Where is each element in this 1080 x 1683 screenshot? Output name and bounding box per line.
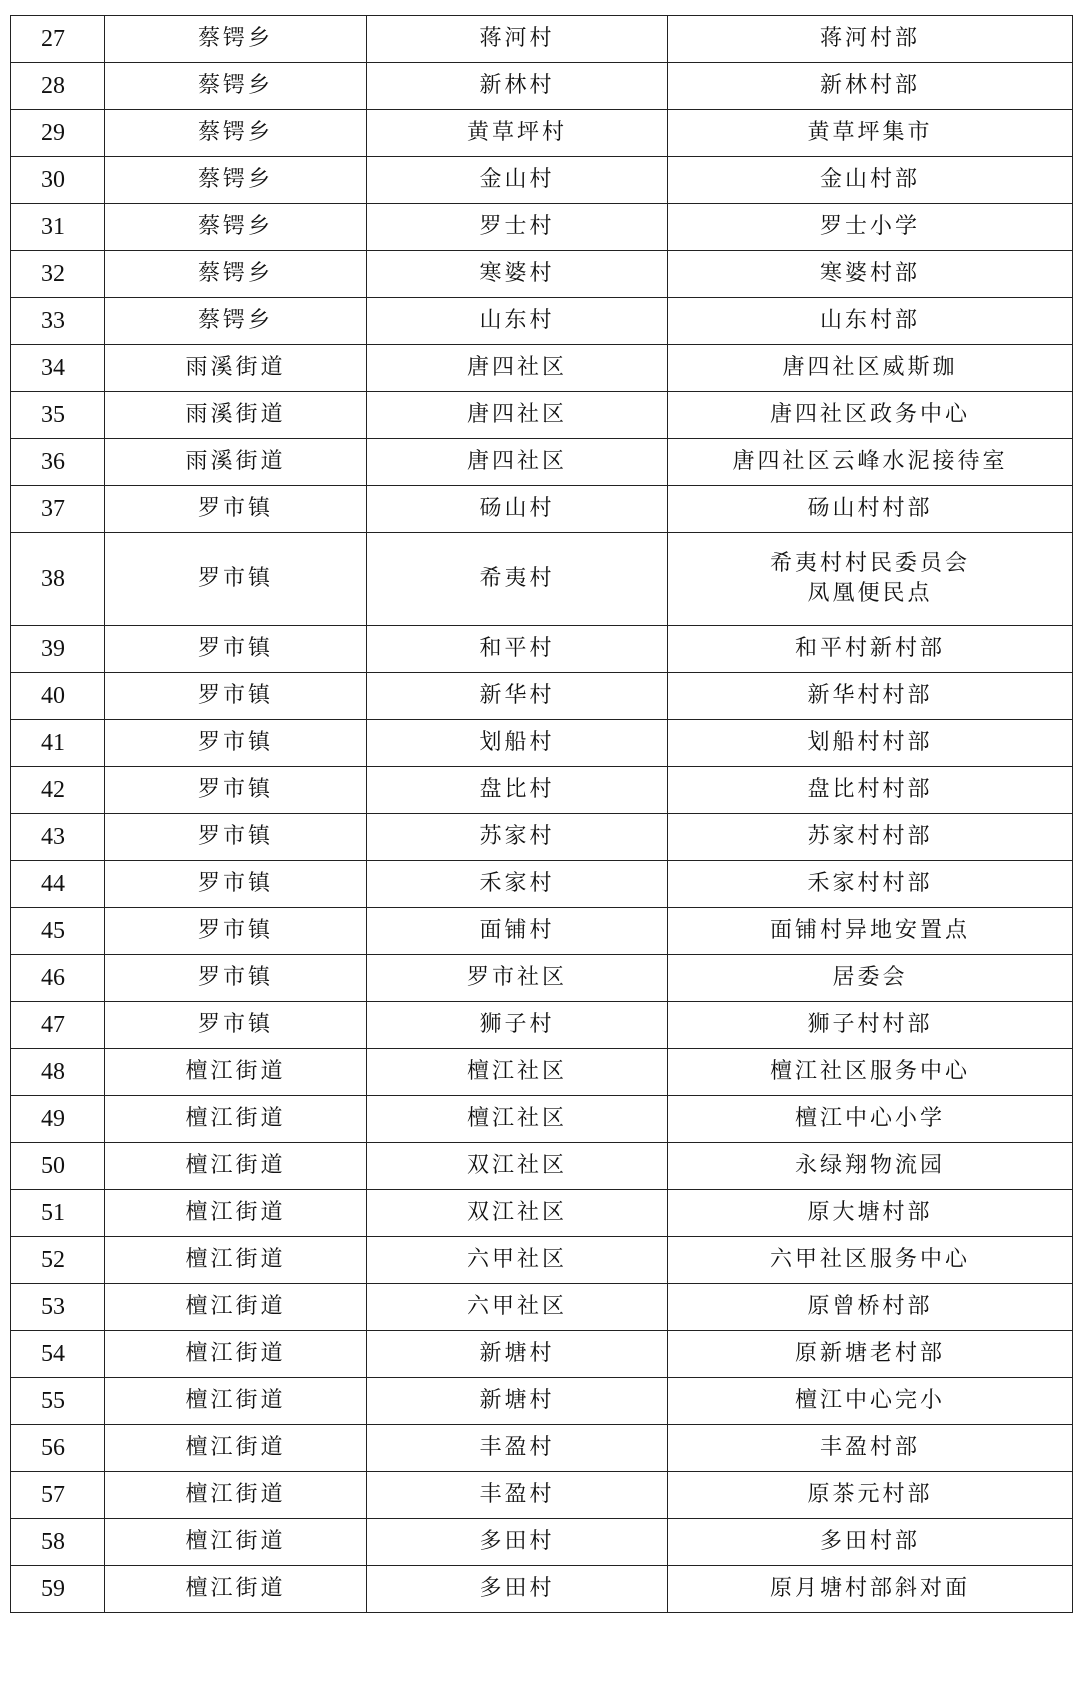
site-cell (668, 486, 1073, 533)
site-name: 原茶元村部 (807, 1482, 933, 1507)
table-row (11, 908, 1073, 955)
site-name: 苏家村村部 (807, 824, 933, 849)
town-cell: 罗市镇 (105, 814, 367, 861)
row-number-cell: 43 (11, 814, 105, 861)
table-row (11, 1237, 1073, 1284)
site-table (10, 15, 1073, 1613)
site-cell (668, 298, 1073, 345)
village-cell: 新华村 (367, 673, 668, 720)
site-name: 新林村部 (819, 73, 920, 98)
site-cell (668, 392, 1073, 439)
site-name: 狮子村村部 (807, 1012, 933, 1037)
town-cell: 罗市镇 (105, 626, 367, 673)
town-cell: 罗市镇 (105, 767, 367, 814)
town-cell: 檀江街道 (105, 1190, 367, 1237)
site-cell (668, 1049, 1073, 1096)
row-number-cell: 38 (11, 533, 105, 626)
village-cell: 希夷村 (367, 533, 668, 626)
village-cell: 盘比村 (367, 767, 668, 814)
town-cell: 蔡锷乡 (105, 16, 367, 63)
town-cell: 罗市镇 (105, 861, 367, 908)
town-cell: 蔡锷乡 (105, 157, 367, 204)
town-cell: 罗市镇 (105, 486, 367, 533)
village-cell: 黄草坪村 (367, 110, 668, 157)
table-row (11, 110, 1073, 157)
site-cell (668, 1002, 1073, 1049)
row-number-cell: 46 (11, 955, 105, 1002)
row-number-cell: 36 (11, 439, 105, 486)
site-name: 划船村村部 (807, 730, 933, 755)
row-number-cell: 47 (11, 1002, 105, 1049)
table-row (11, 720, 1073, 767)
site-cell (668, 1190, 1073, 1237)
site-name: 罗士小学 (819, 214, 920, 239)
site-name: 六甲社区服务中心 (769, 1247, 970, 1272)
row-number-cell: 54 (11, 1331, 105, 1378)
village-cell: 六甲社区 (367, 1284, 668, 1331)
site-cell (668, 1096, 1073, 1143)
row-number-cell: 28 (11, 63, 105, 110)
row-number-cell: 52 (11, 1237, 105, 1284)
site-cell (668, 1237, 1073, 1284)
site-name: 金山村部 (819, 167, 920, 192)
row-number-cell: 33 (11, 298, 105, 345)
table-row (11, 1566, 1073, 1613)
site-cell (668, 673, 1073, 720)
village-cell: 丰盈村 (367, 1425, 668, 1472)
table-row (11, 392, 1073, 439)
site-name: 面铺村异地安置点 (769, 918, 970, 943)
village-cell: 禾家村 (367, 861, 668, 908)
village-cell: 多田村 (367, 1566, 668, 1613)
village-cell: 新塘村 (367, 1378, 668, 1425)
town-cell: 蔡锷乡 (105, 204, 367, 251)
site-name: 檀江中心小学 (794, 1106, 945, 1131)
village-cell: 新塘村 (367, 1331, 668, 1378)
village-cell: 新林村 (367, 63, 668, 110)
town-cell: 檀江街道 (105, 1284, 367, 1331)
row-number-cell: 37 (11, 486, 105, 533)
table-row (11, 814, 1073, 861)
village-cell: 檀江社区 (367, 1049, 668, 1096)
town-cell: 檀江街道 (105, 1331, 367, 1378)
site-cell (668, 1566, 1073, 1613)
table-row (11, 1472, 1073, 1519)
town-cell: 罗市镇 (105, 908, 367, 955)
town-cell: 檀江街道 (105, 1566, 367, 1613)
village-cell: 金山村 (367, 157, 668, 204)
site-cell (668, 1425, 1073, 1472)
town-cell: 檀江街道 (105, 1425, 367, 1472)
site-name: 原曾桥村部 (807, 1294, 933, 1319)
row-number-cell: 30 (11, 157, 105, 204)
village-cell: 六甲社区 (367, 1237, 668, 1284)
table-row (11, 955, 1073, 1002)
village-cell: 面铺村 (367, 908, 668, 955)
town-cell: 罗市镇 (105, 673, 367, 720)
row-number-cell: 35 (11, 392, 105, 439)
site-cell (668, 204, 1073, 251)
row-number-cell: 39 (11, 626, 105, 673)
site-name: 唐四社区威斯珈 (782, 355, 958, 380)
town-cell: 雨溪街道 (105, 345, 367, 392)
village-cell: 唐四社区 (367, 345, 668, 392)
site-name: 山东村部 (819, 308, 920, 333)
site-cell (668, 157, 1073, 204)
table-row (11, 1519, 1073, 1566)
site-name: 新华村村部 (807, 683, 933, 708)
site-name: 砀山村村部 (807, 496, 933, 521)
village-cell: 丰盈村 (367, 1472, 668, 1519)
site-name: 希夷村村民委员会 (769, 551, 970, 576)
site-cell (668, 16, 1073, 63)
row-number-cell: 49 (11, 1096, 105, 1143)
site-name: 禾家村村部 (807, 871, 933, 896)
table-row (11, 1190, 1073, 1237)
village-cell: 双江社区 (367, 1143, 668, 1190)
row-number-cell: 58 (11, 1519, 105, 1566)
table-row (11, 1049, 1073, 1096)
site-name: 和平村新村部 (794, 636, 945, 661)
row-number-cell: 45 (11, 908, 105, 955)
site-name: 寒婆村部 (819, 261, 920, 286)
village-cell: 檀江社区 (367, 1096, 668, 1143)
site-name: 檀江社区服务中心 (769, 1059, 970, 1084)
table-row (11, 63, 1073, 110)
site-cell (668, 1331, 1073, 1378)
site-cell (668, 955, 1073, 1002)
table-row (11, 16, 1073, 63)
town-cell: 罗市镇 (105, 720, 367, 767)
site-cell (668, 1143, 1073, 1190)
site-name: 丰盈村部 (819, 1435, 920, 1460)
row-number-cell: 55 (11, 1378, 105, 1425)
town-cell: 檀江街道 (105, 1049, 367, 1096)
site-cell (668, 767, 1073, 814)
table-row (11, 1284, 1073, 1331)
site-name: 蒋河村部 (819, 26, 920, 51)
table-row (11, 345, 1073, 392)
row-number-cell: 32 (11, 251, 105, 298)
village-cell: 砀山村 (367, 486, 668, 533)
site-name: 原大塘村部 (807, 1200, 933, 1225)
village-cell: 和平村 (367, 626, 668, 673)
row-number-cell: 42 (11, 767, 105, 814)
town-cell: 罗市镇 (105, 955, 367, 1002)
site-name: 原新塘老村部 (794, 1341, 945, 1366)
village-cell: 苏家村 (367, 814, 668, 861)
row-number-cell: 27 (11, 16, 105, 63)
site-cell (668, 345, 1073, 392)
table-row (11, 626, 1073, 673)
town-cell: 罗市镇 (105, 533, 367, 626)
site-cell (668, 1519, 1073, 1566)
site-cell (668, 1378, 1073, 1425)
site-name: 黄草坪集市 (807, 120, 933, 145)
site-name: 凤凰便民点 (807, 581, 933, 606)
site-cell (668, 63, 1073, 110)
site-cell (668, 814, 1073, 861)
site-name: 唐四社区政务中心 (769, 402, 970, 427)
site-cell (668, 861, 1073, 908)
site-cell (668, 1472, 1073, 1519)
site-name: 唐四社区云峰水泥接待室 (732, 449, 1008, 474)
site-cell (668, 533, 1073, 626)
town-cell: 檀江街道 (105, 1096, 367, 1143)
row-number-cell: 56 (11, 1425, 105, 1472)
site-cell (668, 251, 1073, 298)
table-row (11, 251, 1073, 298)
table-row (11, 1425, 1073, 1472)
row-number-cell: 29 (11, 110, 105, 157)
table-row (11, 1378, 1073, 1425)
table-row (11, 1096, 1073, 1143)
village-cell: 划船村 (367, 720, 668, 767)
town-cell: 蔡锷乡 (105, 298, 367, 345)
table-row (11, 486, 1073, 533)
town-cell: 檀江街道 (105, 1519, 367, 1566)
row-number-cell: 48 (11, 1049, 105, 1096)
town-cell: 雨溪街道 (105, 439, 367, 486)
site-cell (668, 439, 1073, 486)
table-row (11, 1331, 1073, 1378)
village-cell: 蒋河村 (367, 16, 668, 63)
row-number-cell: 53 (11, 1284, 105, 1331)
row-number-cell: 31 (11, 204, 105, 251)
site-name: 盘比村村部 (807, 777, 933, 802)
table-row (11, 1143, 1073, 1190)
row-number-cell: 59 (11, 1566, 105, 1613)
site-name: 永绿翔物流园 (794, 1153, 945, 1178)
village-cell: 多田村 (367, 1519, 668, 1566)
site-name: 檀江中心完小 (794, 1388, 945, 1413)
site-name: 原月塘村部斜对面 (769, 1576, 970, 1601)
table-row (11, 673, 1073, 720)
town-cell: 蔡锷乡 (105, 110, 367, 157)
table-row (11, 298, 1073, 345)
town-cell: 檀江街道 (105, 1378, 367, 1425)
row-number-cell: 50 (11, 1143, 105, 1190)
site-cell (668, 908, 1073, 955)
row-number-cell: 41 (11, 720, 105, 767)
table-row (11, 1002, 1073, 1049)
village-cell: 山东村 (367, 298, 668, 345)
row-number-cell: 34 (11, 345, 105, 392)
village-cell: 唐四社区 (367, 439, 668, 486)
town-cell: 檀江街道 (105, 1237, 367, 1284)
row-number-cell: 44 (11, 861, 105, 908)
table-row (11, 439, 1073, 486)
village-cell: 罗市社区 (367, 955, 668, 1002)
table-row (11, 861, 1073, 908)
town-cell: 檀江街道 (105, 1472, 367, 1519)
town-cell: 蔡锷乡 (105, 251, 367, 298)
town-cell: 蔡锷乡 (105, 63, 367, 110)
village-cell: 罗士村 (367, 204, 668, 251)
site-cell (668, 720, 1073, 767)
row-number-cell: 51 (11, 1190, 105, 1237)
table-row (11, 157, 1073, 204)
row-number-cell: 57 (11, 1472, 105, 1519)
table-row (11, 204, 1073, 251)
site-name: 多田村部 (819, 1529, 920, 1554)
town-cell: 罗市镇 (105, 1002, 367, 1049)
town-cell: 雨溪街道 (105, 392, 367, 439)
row-number-cell: 40 (11, 673, 105, 720)
table-row (11, 533, 1073, 626)
site-name: 居委会 (832, 965, 908, 990)
site-cell (668, 1284, 1073, 1331)
village-cell: 狮子村 (367, 1002, 668, 1049)
table-body (11, 16, 1073, 1613)
town-cell: 檀江街道 (105, 1143, 367, 1190)
site-cell (668, 110, 1073, 157)
village-cell: 寒婆村 (367, 251, 668, 298)
table-row (11, 767, 1073, 814)
village-cell: 唐四社区 (367, 392, 668, 439)
site-cell (668, 626, 1073, 673)
village-cell: 双江社区 (367, 1190, 668, 1237)
